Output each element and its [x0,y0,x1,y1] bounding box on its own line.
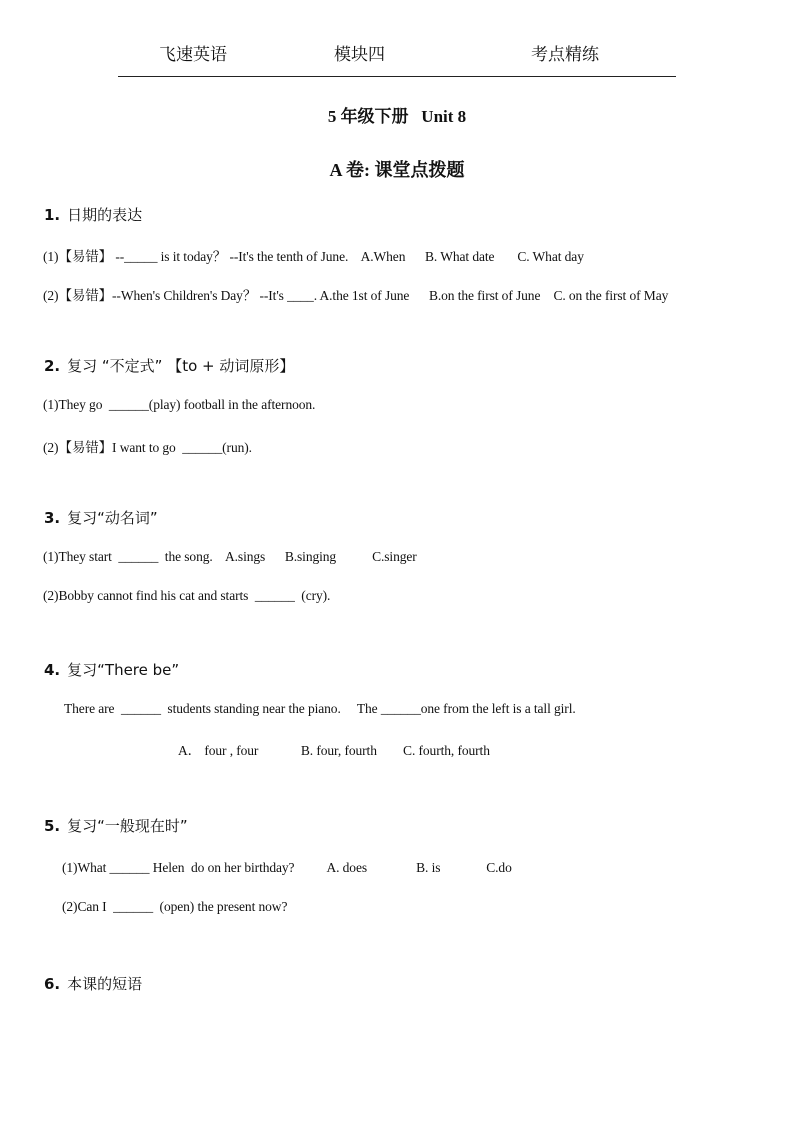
header-left: 飞速英语 [159,45,227,65]
question-line: (2)【易错】I want to go ______(run). [43,440,252,455]
header-right: 考点精练 [531,45,599,65]
section-title: 日期的表达 [67,206,143,224]
page-subtitle: A 卷: 课堂点拨题 [329,160,465,180]
section-title: 复习 “不定式” 【to + 动词原形】 [67,357,295,375]
question-line: (1)What ______ Helen do on her birthday? A. does B. is C.do [62,860,512,875]
page-header [0,40,794,64]
header-divider [118,76,676,77]
question-line: There are ______ students standing near the piano. The ______one from the left is a tall girl. [64,701,576,716]
section-6-heading [44,973,142,994]
section-number: 1. [44,206,61,224]
section-title: 本课的短语 [67,975,143,993]
question-line: (1)【易错】 --_____ is it today？ --It's the tenth of June. A.When B. What date C. What day [43,249,584,264]
answer-options: A． four , four B. four, fourth C. fourth, fourth [178,743,490,758]
section-4-heading [44,659,179,680]
question-line: (1)They go ______(play) football in the afternoon. [43,397,316,412]
section-number: 5. [44,817,61,835]
section-2-heading [44,355,294,376]
section-number: 4. [44,661,61,679]
section-1-heading [44,204,142,225]
section-number: 6. [44,975,61,993]
section-title: 复习“一般现在时” [67,817,188,835]
question-line: (2)【易错】--When's Children's Day？ --It's ____. A.the 1st of June B.on the first of June C. on the first of May [43,288,669,303]
section-3-heading [44,507,158,528]
section-number: 2. [44,357,61,375]
question-line: (2)Can I ______ (open) the present now? [62,899,288,914]
section-title: 复习“动名词” [67,509,158,527]
page-title: 5 年级下册 Unit 8 [327,107,467,126]
section-number: 3. [44,509,61,527]
question-line: (2)Bobby cannot find his cat and starts ______ (cry). [43,588,331,603]
section-title: 复习“There be” [67,661,180,679]
section-5-heading [44,815,188,836]
header-center: 模块四 [334,45,385,65]
question-line: (1)They start ______ the song. A.sings B.singing C.singer [43,549,417,564]
